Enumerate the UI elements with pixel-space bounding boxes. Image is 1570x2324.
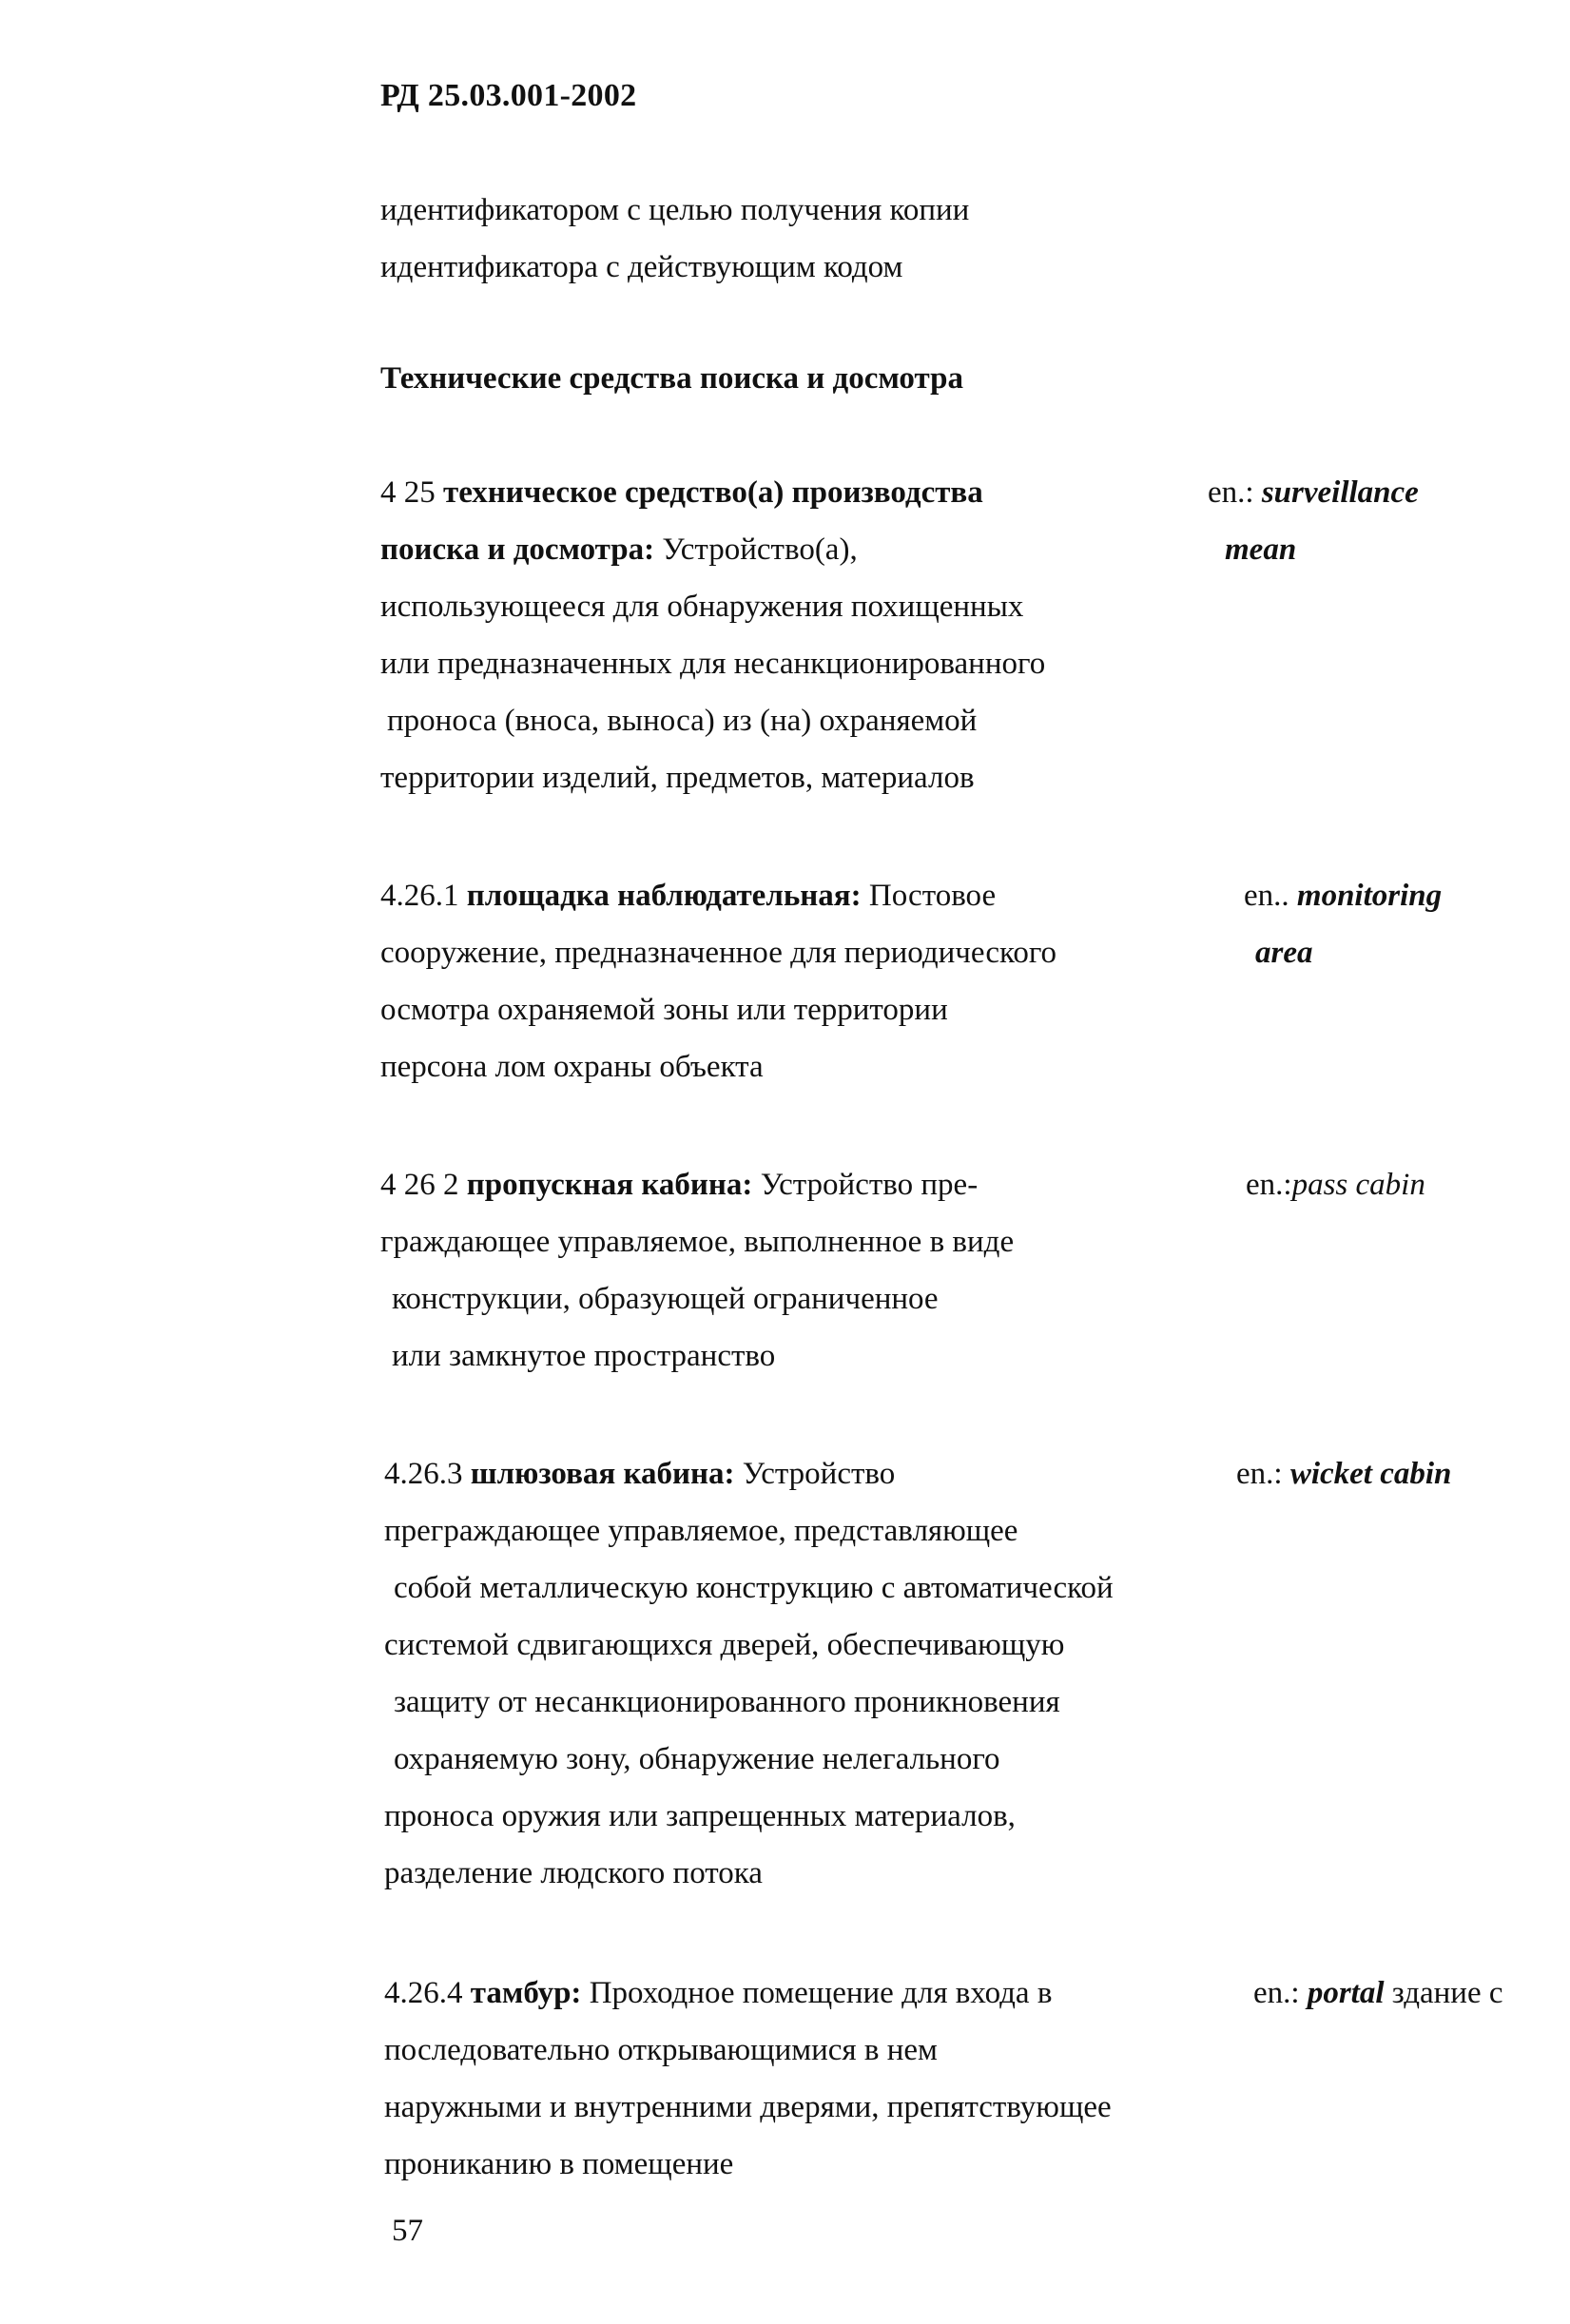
section-title: Технические средства поиска и досмотра — [380, 361, 963, 396]
entry-english-equivalent — [1208, 477, 1419, 509]
entry-english-equivalent — [1246, 1170, 1425, 1201]
english-term-continued: mean — [1225, 533, 1297, 567]
english-prefix: en.: — [1236, 1457, 1283, 1491]
entry-term: пропускная кабина: — [466, 1168, 753, 1202]
english-prefix: en.: — [1208, 475, 1254, 510]
entry-definition-line: сооружение, предназначенное для периодического — [380, 936, 1057, 970]
english-prefix: en.. — [1244, 879, 1289, 913]
entry-number: 4.26.4 — [384, 1976, 463, 2010]
entry-definition-line: разделение людского потока — [384, 1856, 763, 1890]
entry-definition-line: охраняемую зону, обнаружение нелегального — [394, 1742, 1000, 1776]
entry-term: тамбур: — [470, 1976, 582, 2010]
entry-definition-line: или замкнутое пространство — [392, 1339, 776, 1373]
entry-definition-line: последовательно открывающимися в нем — [384, 2033, 938, 2067]
entry-term: шлюзовая кабина: — [470, 1457, 735, 1491]
entry-number: 4.26.1 — [380, 879, 459, 913]
entry-english-equivalent — [1253, 1978, 1503, 2009]
entry-definition-line: защиту от несанкционированного проникновения — [394, 1685, 1060, 1719]
english-prefix: en.: — [1253, 1976, 1300, 2010]
english-term: surveillance — [1261, 475, 1419, 510]
entry-definition-start: Постовое — [868, 879, 997, 913]
entry-definition-line: проноса оружия или запрещенных материалов, — [384, 1799, 1016, 1833]
entry-definition-start: Устройство — [742, 1457, 896, 1491]
entry-definition-line: граждающее управляемое, выполненное в виде — [380, 1225, 1015, 1259]
document-code-header: РД 25.03.001-2002 — [380, 78, 637, 113]
intro-line-1: идентификатором с целью получения копии — [380, 193, 970, 227]
entry-definition-line: осмотра охраняемой зоны или территории — [380, 993, 948, 1027]
entry-number: 4.26.3 — [384, 1457, 463, 1491]
entry-definition-line: использующееся для обнаружения похищенных — [380, 590, 1024, 624]
english-term: portal — [1307, 1976, 1385, 2010]
entry-definition-start: Устройство пре- — [760, 1168, 979, 1202]
entry-number: 4 26 2 — [380, 1168, 459, 1202]
english-term-continued: area — [1255, 936, 1313, 970]
entry-definition-line: системой сдвигающихся дверей, обеспечивающую — [384, 1628, 1065, 1662]
english-term: wicket cabin — [1289, 1457, 1452, 1491]
entry-definition-line: проноса (вноса, выноса) из (на) охраняемой — [387, 704, 978, 738]
entry-4-26-3-line-1 — [384, 1459, 895, 1490]
entry-4-26-2-line-1 — [380, 1170, 978, 1201]
entry-term: площадка наблюдательная: — [466, 879, 862, 913]
entry-definition-line: территории изделий, предметов, материалов — [380, 761, 975, 795]
entry-term-continued: поиска и досмотра: — [380, 533, 655, 567]
entry-definition-line: наружными и внутренними дверями, препятствующее — [384, 2090, 1112, 2124]
entry-definition-line: прониканию в помещение — [384, 2147, 734, 2181]
entry-term: техническое средство(а) производства — [443, 475, 983, 510]
entry-number: 4 25 — [380, 475, 436, 510]
entry-english-equivalent — [1244, 881, 1442, 912]
intro-line-2: идентификатора с действующим кодом — [380, 250, 903, 284]
entry-4-25-line-1 — [380, 477, 983, 509]
entry-english-equivalent — [1236, 1459, 1451, 1490]
entry-definition-start: Проходное помещение для входа в — [589, 1976, 1053, 2010]
english-term: monitoring — [1296, 879, 1443, 913]
page-number: 57 — [392, 2214, 423, 2248]
entry-definition-line: или предназначенных для несанкционированного — [380, 647, 1046, 681]
entry-definition-line: персона лом охраны объекта — [380, 1050, 764, 1084]
english-suffix: здание с — [1391, 1976, 1503, 2010]
entry-4-25-line-2 — [380, 534, 858, 566]
entry-definition-start: Устройство(а), — [662, 533, 858, 567]
english-prefix: en.: — [1246, 1168, 1292, 1202]
entry-4-26-4-line-1 — [384, 1978, 1052, 2009]
entry-definition-line: преграждающее управляемое, представляющее — [384, 1514, 1018, 1548]
entry-definition-line: конструкции, образующей ограниченное — [392, 1282, 939, 1316]
entry-4-26-1-line-1 — [380, 881, 996, 912]
entry-definition-line: собой металлическую конструкцию с автоматической — [394, 1571, 1114, 1605]
english-term: pass cabin — [1291, 1168, 1425, 1202]
